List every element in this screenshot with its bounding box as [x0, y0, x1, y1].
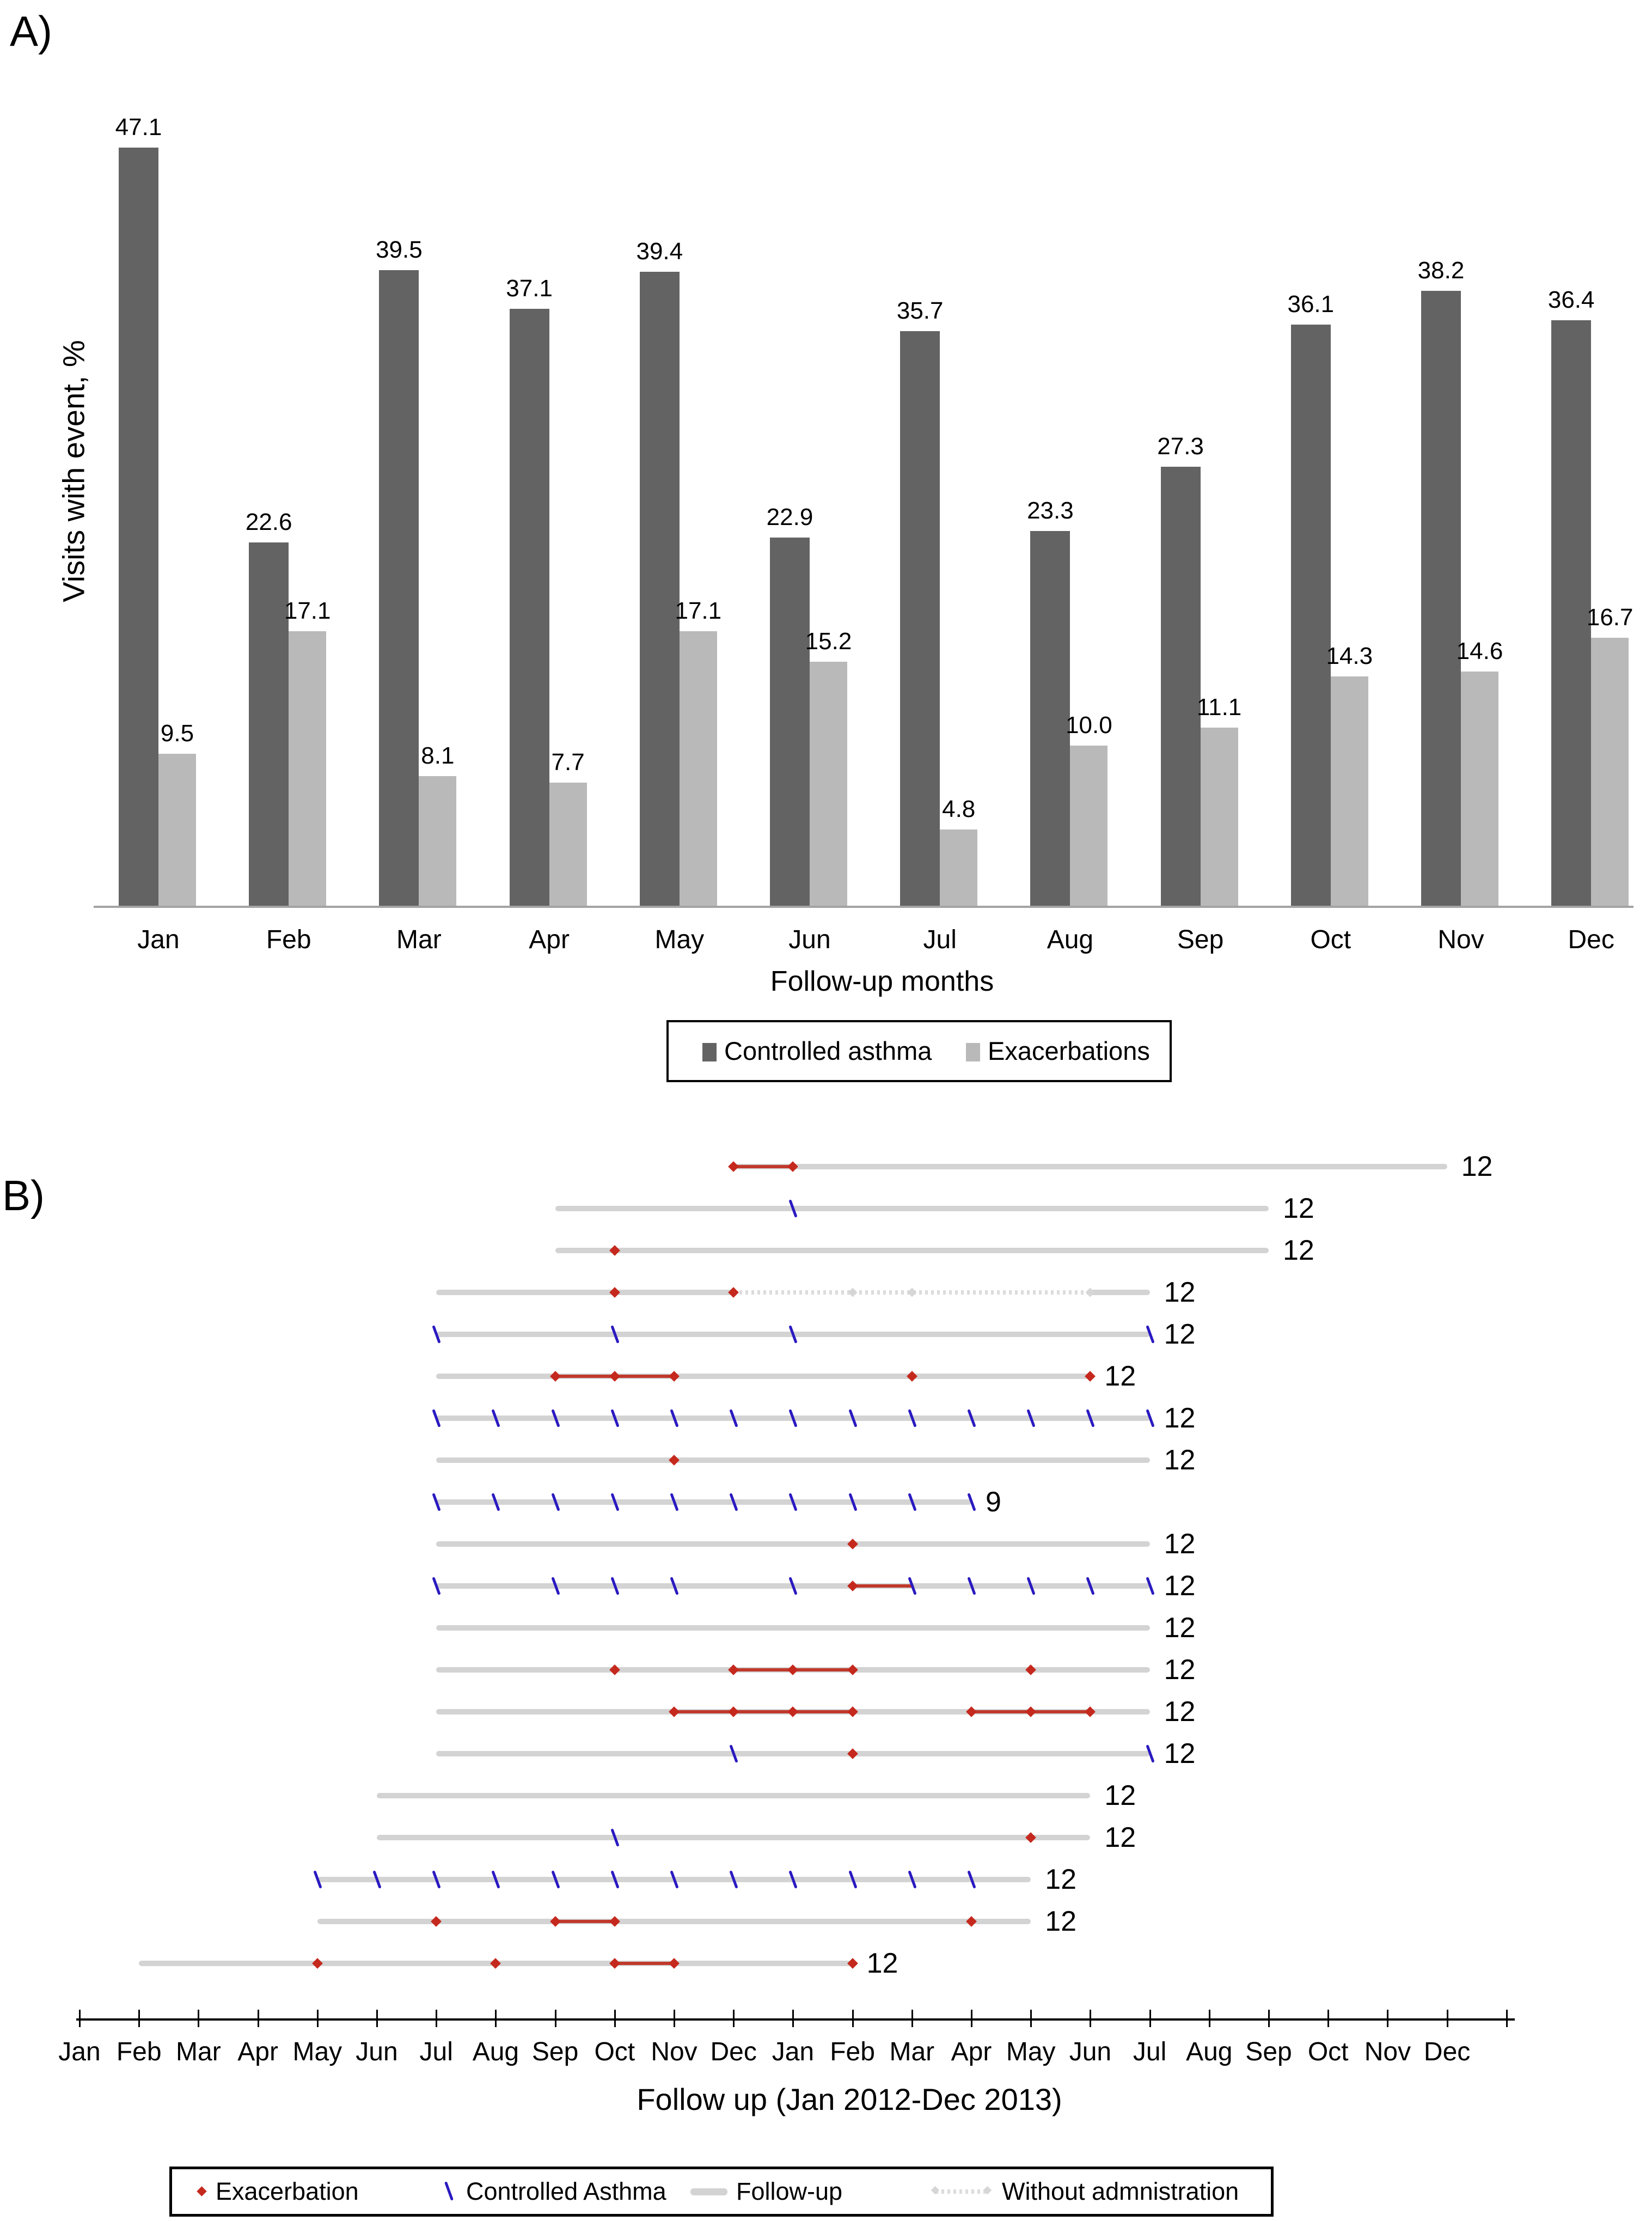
exacerbation-marker	[1025, 1706, 1036, 1717]
follow-up-duration-label: 12	[1164, 1402, 1196, 1434]
panel-b-month-label: Dec	[1423, 2037, 1471, 2066]
panel-b-axis-tick	[911, 2010, 913, 2027]
bar-value-label-controlled: 27.3	[1157, 432, 1204, 460]
timeline-follow-up-line	[555, 1248, 1269, 1253]
panel-a-legend	[666, 1020, 1172, 1082]
legend-label-exacerbations: Exacerbations	[988, 1036, 1150, 1065]
exacerbation-marker	[669, 1371, 680, 1382]
exacerbation-marker	[847, 1581, 858, 1591]
panel-b-axis-tick	[79, 2010, 81, 2027]
panel-b-month-label: Dec	[710, 2037, 757, 2066]
panel-b-axis-tick	[495, 2010, 497, 2027]
panel-a-month-label: Jun	[788, 925, 831, 954]
panel-b-month-label: Feb	[830, 2037, 875, 2066]
exacerbation-marker	[1025, 1664, 1036, 1675]
timeline-exacerbation-segment	[853, 1584, 912, 1588]
panel-b-axis-tick	[1447, 2010, 1448, 2027]
bar-exacerbations	[1591, 638, 1629, 907]
panel-b-month-label: Feb	[116, 2037, 162, 2066]
panel-a-month-label: Aug	[1047, 925, 1094, 954]
bar-exacerbations	[680, 631, 717, 907]
panel-b-month-label: Sep	[1245, 2037, 1292, 2066]
panel-a-month-label: Oct	[1310, 925, 1351, 954]
panel-b-month-label: Sep	[531, 2037, 579, 2066]
bar-value-label-exacerbations: 8.1	[421, 742, 455, 770]
panel-b-month-label: Aug	[472, 2037, 519, 2066]
panel-b-month-label: Oct	[1307, 2037, 1349, 2066]
exacerbation-marker	[966, 1706, 977, 1717]
timeline-follow-up-line	[436, 1499, 971, 1505]
bar-value-label-controlled: 39.5	[376, 236, 423, 263]
bar-value-label-controlled: 22.9	[766, 504, 813, 531]
panel-a-month-label: Apr	[529, 925, 570, 954]
panel-b-axis-tick	[1149, 2010, 1151, 2027]
follow-up-duration-label: 12	[1164, 1738, 1196, 1770]
exacerbation-marker	[609, 1958, 620, 1969]
timeline-follow-up-line	[436, 1374, 1090, 1379]
follow-up-duration-label: 12	[1104, 1360, 1136, 1392]
exacerbation-marker	[312, 1958, 323, 1969]
panel-b-month-label: Jul	[1133, 2037, 1167, 2066]
panel-a-month-label: May	[654, 925, 705, 954]
panel-b-month-label: Nov	[1364, 2037, 1411, 2066]
bar-exacerbations	[289, 631, 326, 907]
exacerbation-marker	[669, 1706, 680, 1717]
legend-label-controlled-asthma-b: Controlled Asthma	[466, 2177, 666, 2205]
panel-b-month-label: Jun	[1069, 2037, 1112, 2066]
panel-a-month-label: Jul	[923, 925, 957, 954]
legend-label-without-administration: Without admnistration	[1002, 2177, 1239, 2205]
timeline-follow-up-line	[436, 1541, 1149, 1547]
bar-value-label-exacerbations: 9.5	[160, 719, 194, 747]
panel-b-month-label: Jan	[772, 2037, 815, 2066]
bar-value-label-controlled: 47.1	[115, 113, 162, 141]
panel-b-month-label: Jul	[419, 2037, 453, 2066]
panel-b-axis-tick	[971, 2010, 972, 2027]
bar-value-label-exacerbations: 10.0	[1066, 712, 1112, 739]
panel-b-month-label: Aug	[1186, 2037, 1233, 2066]
bar-value-label-controlled: 35.7	[896, 297, 944, 325]
panel-a-month-label: Feb	[266, 925, 311, 954]
timeline-follow-up-line	[317, 1919, 1031, 1924]
panel-b-axis-tick	[852, 2010, 854, 2027]
panel-a-month-label: Nov	[1437, 925, 1484, 954]
bar-value-label-controlled: 22.6	[245, 509, 292, 536]
bar-value-label-controlled: 36.4	[1547, 286, 1595, 313]
bar-controlled	[1291, 325, 1331, 907]
bar-controlled	[379, 270, 419, 907]
follow-up-duration-label: 12	[1461, 1151, 1493, 1182]
without-administration-dotted-icon	[935, 2189, 988, 2194]
exacerbations-swatch-icon	[966, 1043, 980, 1061]
exacerbation-marker	[609, 1287, 620, 1298]
panel-b-month-label: May	[292, 2037, 342, 2066]
timeline-follow-up-line	[436, 1290, 733, 1295]
panel-a-x-axis-title: Follow-up months	[770, 966, 994, 997]
panel-b-month-label: Apr	[237, 2037, 278, 2066]
timeline-exacerbation-segment	[733, 1165, 793, 1168]
exacerbation-marker	[847, 1706, 858, 1717]
timeline-follow-up-line	[377, 1835, 1090, 1840]
panel-b-x-axis-title: Follow up (Jan 2012-Dec 2013)	[637, 2082, 1062, 2116]
exacerbation-marker	[728, 1161, 739, 1172]
panel-b-axis-tick	[258, 2010, 259, 2027]
panel-a-month-label: Sep	[1177, 925, 1224, 954]
exacerbation-marker	[787, 1161, 798, 1172]
bar-value-label-exacerbations: 4.8	[942, 795, 976, 822]
bar-exacerbations	[940, 829, 977, 907]
timeline-follow-up-line	[436, 1751, 1149, 1756]
panel-a-x-axis-line	[94, 906, 1633, 908]
exacerbation-marker	[609, 1664, 620, 1675]
panel-b-month-label: Nov	[651, 2037, 697, 2066]
bar-exacerbations	[158, 754, 196, 907]
bar-controlled	[770, 538, 810, 907]
panel-b-axis-tick	[733, 2010, 735, 2027]
follow-up-duration-label: 12	[1164, 1696, 1196, 1728]
panel-b-axis-tick	[376, 2010, 378, 2027]
bar-exacerbations	[1331, 676, 1368, 907]
follow-up-duration-label: 12	[1045, 1906, 1077, 1937]
panel-b-month-label: Apr	[951, 2037, 992, 2066]
panel-b-label: B)	[2, 1171, 45, 1219]
exacerbation-marker	[550, 1916, 561, 1927]
panel-a-month-label: Mar	[396, 925, 442, 954]
exacerbation-marker	[728, 1664, 739, 1675]
exacerbation-marker	[669, 1958, 680, 1969]
legend-label-follow-up: Follow-up	[736, 2177, 843, 2205]
follow-up-duration-label: 12	[1164, 1612, 1196, 1644]
panel-b-axis-tick	[436, 2010, 437, 2027]
exacerbation-marker	[550, 1371, 561, 1382]
bar-value-label-exacerbations: 7.7	[551, 749, 585, 776]
without-administration-marker	[848, 1288, 857, 1297]
bar-exacerbations	[1070, 746, 1108, 907]
panel-a-y-axis-label: Visits with event, %	[56, 340, 91, 602]
follow-up-duration-label: 12	[1164, 1277, 1196, 1308]
panel-b-axis-tick	[198, 2010, 199, 2027]
panel-b-axis-tick	[674, 2010, 675, 2027]
panel-b-month-label: Jun	[356, 2037, 398, 2066]
exacerbation-marker	[847, 1664, 858, 1675]
follow-up-line-icon	[690, 2188, 727, 2195]
panel-b-axis-tick	[1387, 2010, 1388, 2027]
timeline-exacerbation-segment	[555, 1920, 615, 1923]
panel-a-label: A)	[10, 7, 52, 55]
bar-value-label-controlled: 38.2	[1417, 257, 1465, 284]
exacerbation-marker	[787, 1706, 798, 1717]
exacerbation-marker	[490, 1958, 501, 1969]
bar-controlled	[510, 309, 549, 907]
bar-value-label-controlled: 23.3	[1027, 497, 1074, 524]
bar-value-label-exacerbations: 14.6	[1456, 637, 1503, 664]
panel-b-axis-tick	[614, 2010, 616, 2027]
bar-value-label-exacerbations: 15.2	[805, 628, 852, 655]
exacerbation-marker	[1085, 1371, 1096, 1382]
bar-value-label-controlled: 36.1	[1287, 291, 1335, 318]
without-administration-marker	[907, 1288, 916, 1297]
timeline-follow-up-line	[733, 1164, 1447, 1169]
panel-b-axis-tick	[555, 2010, 556, 2027]
exacerbation-marker	[1025, 1832, 1036, 1843]
bar-exacerbations	[810, 662, 847, 907]
follow-up-duration-label: 12	[1164, 1654, 1196, 1686]
follow-up-duration-label: 9	[986, 1486, 1001, 1518]
exacerbation-marker	[847, 1539, 858, 1549]
panel-b-month-label: Mar	[176, 2037, 221, 2066]
panel-a-month-label: Dec	[1568, 925, 1614, 954]
panel-b-legend	[169, 2167, 1274, 2217]
controlled-asthma-swatch-icon	[702, 1043, 717, 1061]
follow-up-duration-label: 12	[1283, 1235, 1314, 1266]
bar-value-label-exacerbations: 16.7	[1586, 603, 1633, 631]
follow-up-duration-label: 12	[1164, 1444, 1196, 1476]
bar-exacerbations	[1461, 672, 1498, 907]
panel-b-axis-tick	[138, 2010, 140, 2027]
follow-up-duration-label: 12	[1045, 1864, 1077, 1895]
exacerbation-marker	[907, 1371, 917, 1382]
controlled-asthma-slash-icon	[444, 2181, 454, 2201]
panel-b-month-label: Jan	[58, 2037, 101, 2066]
legend-label-controlled-asthma: Controlled asthma	[724, 1036, 932, 1065]
timeline-follow-up-line	[436, 1625, 1149, 1631]
bar-controlled	[1421, 291, 1461, 907]
timeline-exacerbation-segment	[674, 1710, 853, 1713]
panel-b-axis-tick	[317, 2010, 319, 2027]
exacerbation-marker	[669, 1455, 680, 1466]
bar-value-label-exacerbations: 14.3	[1326, 642, 1373, 669]
bar-controlled	[1161, 467, 1201, 907]
panel-b-month-label: Mar	[889, 2037, 935, 2066]
panel-b-axis-tick	[1327, 2010, 1329, 2027]
panel-b-axis-tick	[792, 2010, 794, 2027]
legend-label-exacerbation: Exacerbation	[216, 2177, 359, 2205]
bar-value-label-controlled: 37.1	[506, 274, 553, 302]
panel-b-axis-tick	[1268, 2010, 1270, 2027]
follow-up-duration-label: 12	[1283, 1193, 1314, 1224]
bar-value-label-exacerbations: 17.1	[284, 597, 331, 624]
exacerbation-marker	[728, 1706, 739, 1717]
exacerbation-marker	[728, 1287, 739, 1298]
bar-value-label-exacerbations: 17.1	[675, 597, 722, 624]
timeline-follow-up-line	[377, 1793, 1090, 1798]
exacerbation-marker	[609, 1371, 620, 1382]
follow-up-duration-label: 12	[866, 1948, 898, 1979]
exacerbation-marker	[609, 1916, 620, 1927]
bar-value-label-exacerbations: 11.1	[1196, 694, 1242, 721]
timeline-follow-up-line	[555, 1206, 1269, 1211]
exacerbation-marker	[1085, 1706, 1096, 1717]
follow-up-duration-label: 12	[1164, 1528, 1196, 1560]
follow-up-duration-label: 12	[1104, 1822, 1136, 1853]
panel-b-axis-tick	[1030, 2010, 1032, 2027]
panel-b-x-axis-line	[76, 2018, 1515, 2021]
timeline-follow-up-line	[1090, 1290, 1149, 1295]
panel-b-axis-tick	[1506, 2010, 1508, 2027]
panel-b-axis-tick	[1090, 2010, 1091, 2027]
follow-up-duration-label: 12	[1164, 1319, 1196, 1350]
timeline-follow-up-line	[436, 1457, 1149, 1463]
follow-up-duration-label: 12	[1104, 1780, 1136, 1811]
exacerbation-marker	[847, 1958, 858, 1969]
exacerbation-marker	[431, 1916, 442, 1927]
exacerbation-marker	[609, 1245, 620, 1256]
panel-b-axis-tick	[1209, 2010, 1210, 2027]
panel-b-month-label: May	[1006, 2037, 1056, 2066]
exacerbation-diamond-icon	[197, 2186, 206, 2196]
exacerbation-marker	[847, 1748, 858, 1759]
panel-a-month-label: Jan	[137, 925, 180, 954]
exacerbation-marker	[966, 1916, 977, 1927]
timeline-exacerbation-segment	[615, 1962, 674, 1965]
bar-exacerbations	[419, 776, 456, 907]
panel-b-month-label: Oct	[594, 2037, 635, 2066]
bar-controlled	[119, 148, 158, 907]
bar-exacerbations	[549, 783, 587, 907]
bar-exacerbations	[1201, 728, 1238, 907]
bar-value-label-controlled: 39.4	[636, 237, 683, 265]
exacerbation-marker	[787, 1664, 798, 1675]
bar-controlled	[640, 272, 680, 907]
follow-up-duration-label: 12	[1164, 1570, 1196, 1602]
